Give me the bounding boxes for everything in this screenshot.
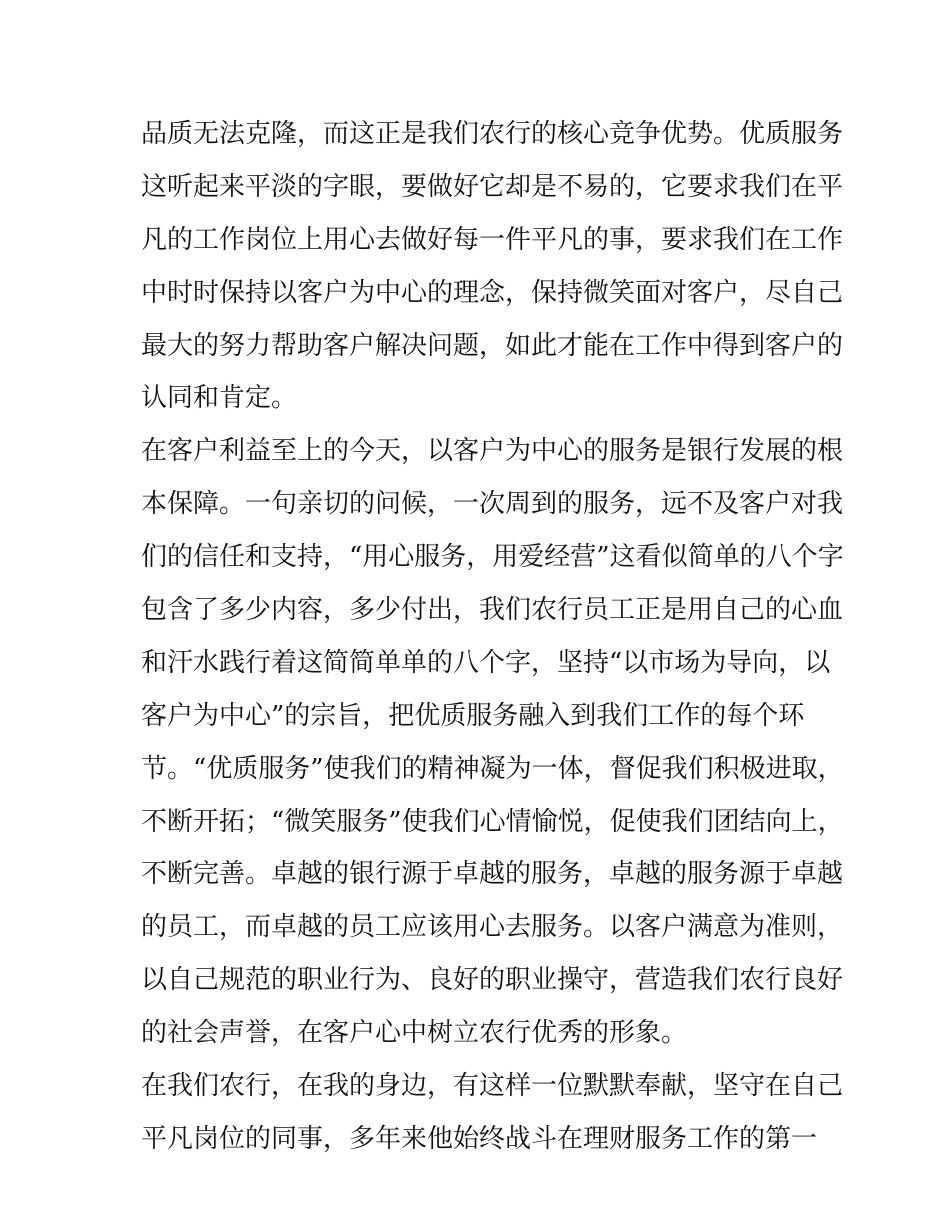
- text-line: 最大的努力帮助客户解决问题，如此才能在工作中得到客户的: [141, 330, 844, 361]
- text-line: 凡的工作岗位上用心去做好每一件平凡的事，要求我们在工作: [141, 224, 844, 255]
- text-line: 的员工，而卓越的员工应该用心去服务。以客户满意为准则，: [141, 912, 844, 943]
- text-line: 的社会声誉，在客户心中树立农行优秀的形象。: [141, 1018, 688, 1049]
- text-line: 认同和肯定。: [141, 383, 298, 414]
- text-line: 不断完善。卓越的银行源于卓越的服务，卓越的服务源于卓越: [141, 859, 844, 890]
- text-line: 和汗水践行着这简简单单的八个字，坚持“以市场为导向，以: [141, 647, 831, 678]
- text-line: 节。“优质服务”使我们的精神凝为一体，督促我们积极进取，: [141, 753, 844, 784]
- text-line: 包含了多少内容，多少付出，我们农行员工正是用自己的心血: [141, 595, 844, 626]
- text-line: 们的信任和支持，“用心服务，用爱经营”这看似简单的八个字: [141, 542, 844, 573]
- text-line: 这听起来平淡的字眼，要做好它却是不易的，它要求我们在平: [141, 171, 844, 202]
- text-line: 以自己规范的职业行为、良好的职业操守，营造我们农行良好: [141, 965, 844, 996]
- text-line: 本保障。一句亲切的问候，一次周到的服务，远不及客户对我: [141, 489, 844, 520]
- text-line: 客户为中心”的宗旨，把优质服务融入到我们工作的每个环: [141, 700, 805, 731]
- text-line: 在我们农行，在我的身边，有这样一位默默奉献，坚守在自己: [141, 1071, 844, 1102]
- text-line: 品质无法克隆，而这正是我们农行的核心竞争优势。优质服务: [141, 119, 844, 149]
- body-text: [141, 108, 844, 1166]
- text-line: 中时时保持以客户为中心的理念，保持微笑面对客户，尽自己: [141, 277, 844, 308]
- text-line: 在客户利益至上的今天，以客户为中心的服务是银行发展的根: [141, 436, 844, 467]
- text-line: 不断开拓；“微笑服务”使我们心情愉悦，促使我们团结向上，: [141, 806, 844, 837]
- text-line: 平凡岗位的同事，多年来他始终战斗在理财服务工作的第一: [141, 1123, 818, 1154]
